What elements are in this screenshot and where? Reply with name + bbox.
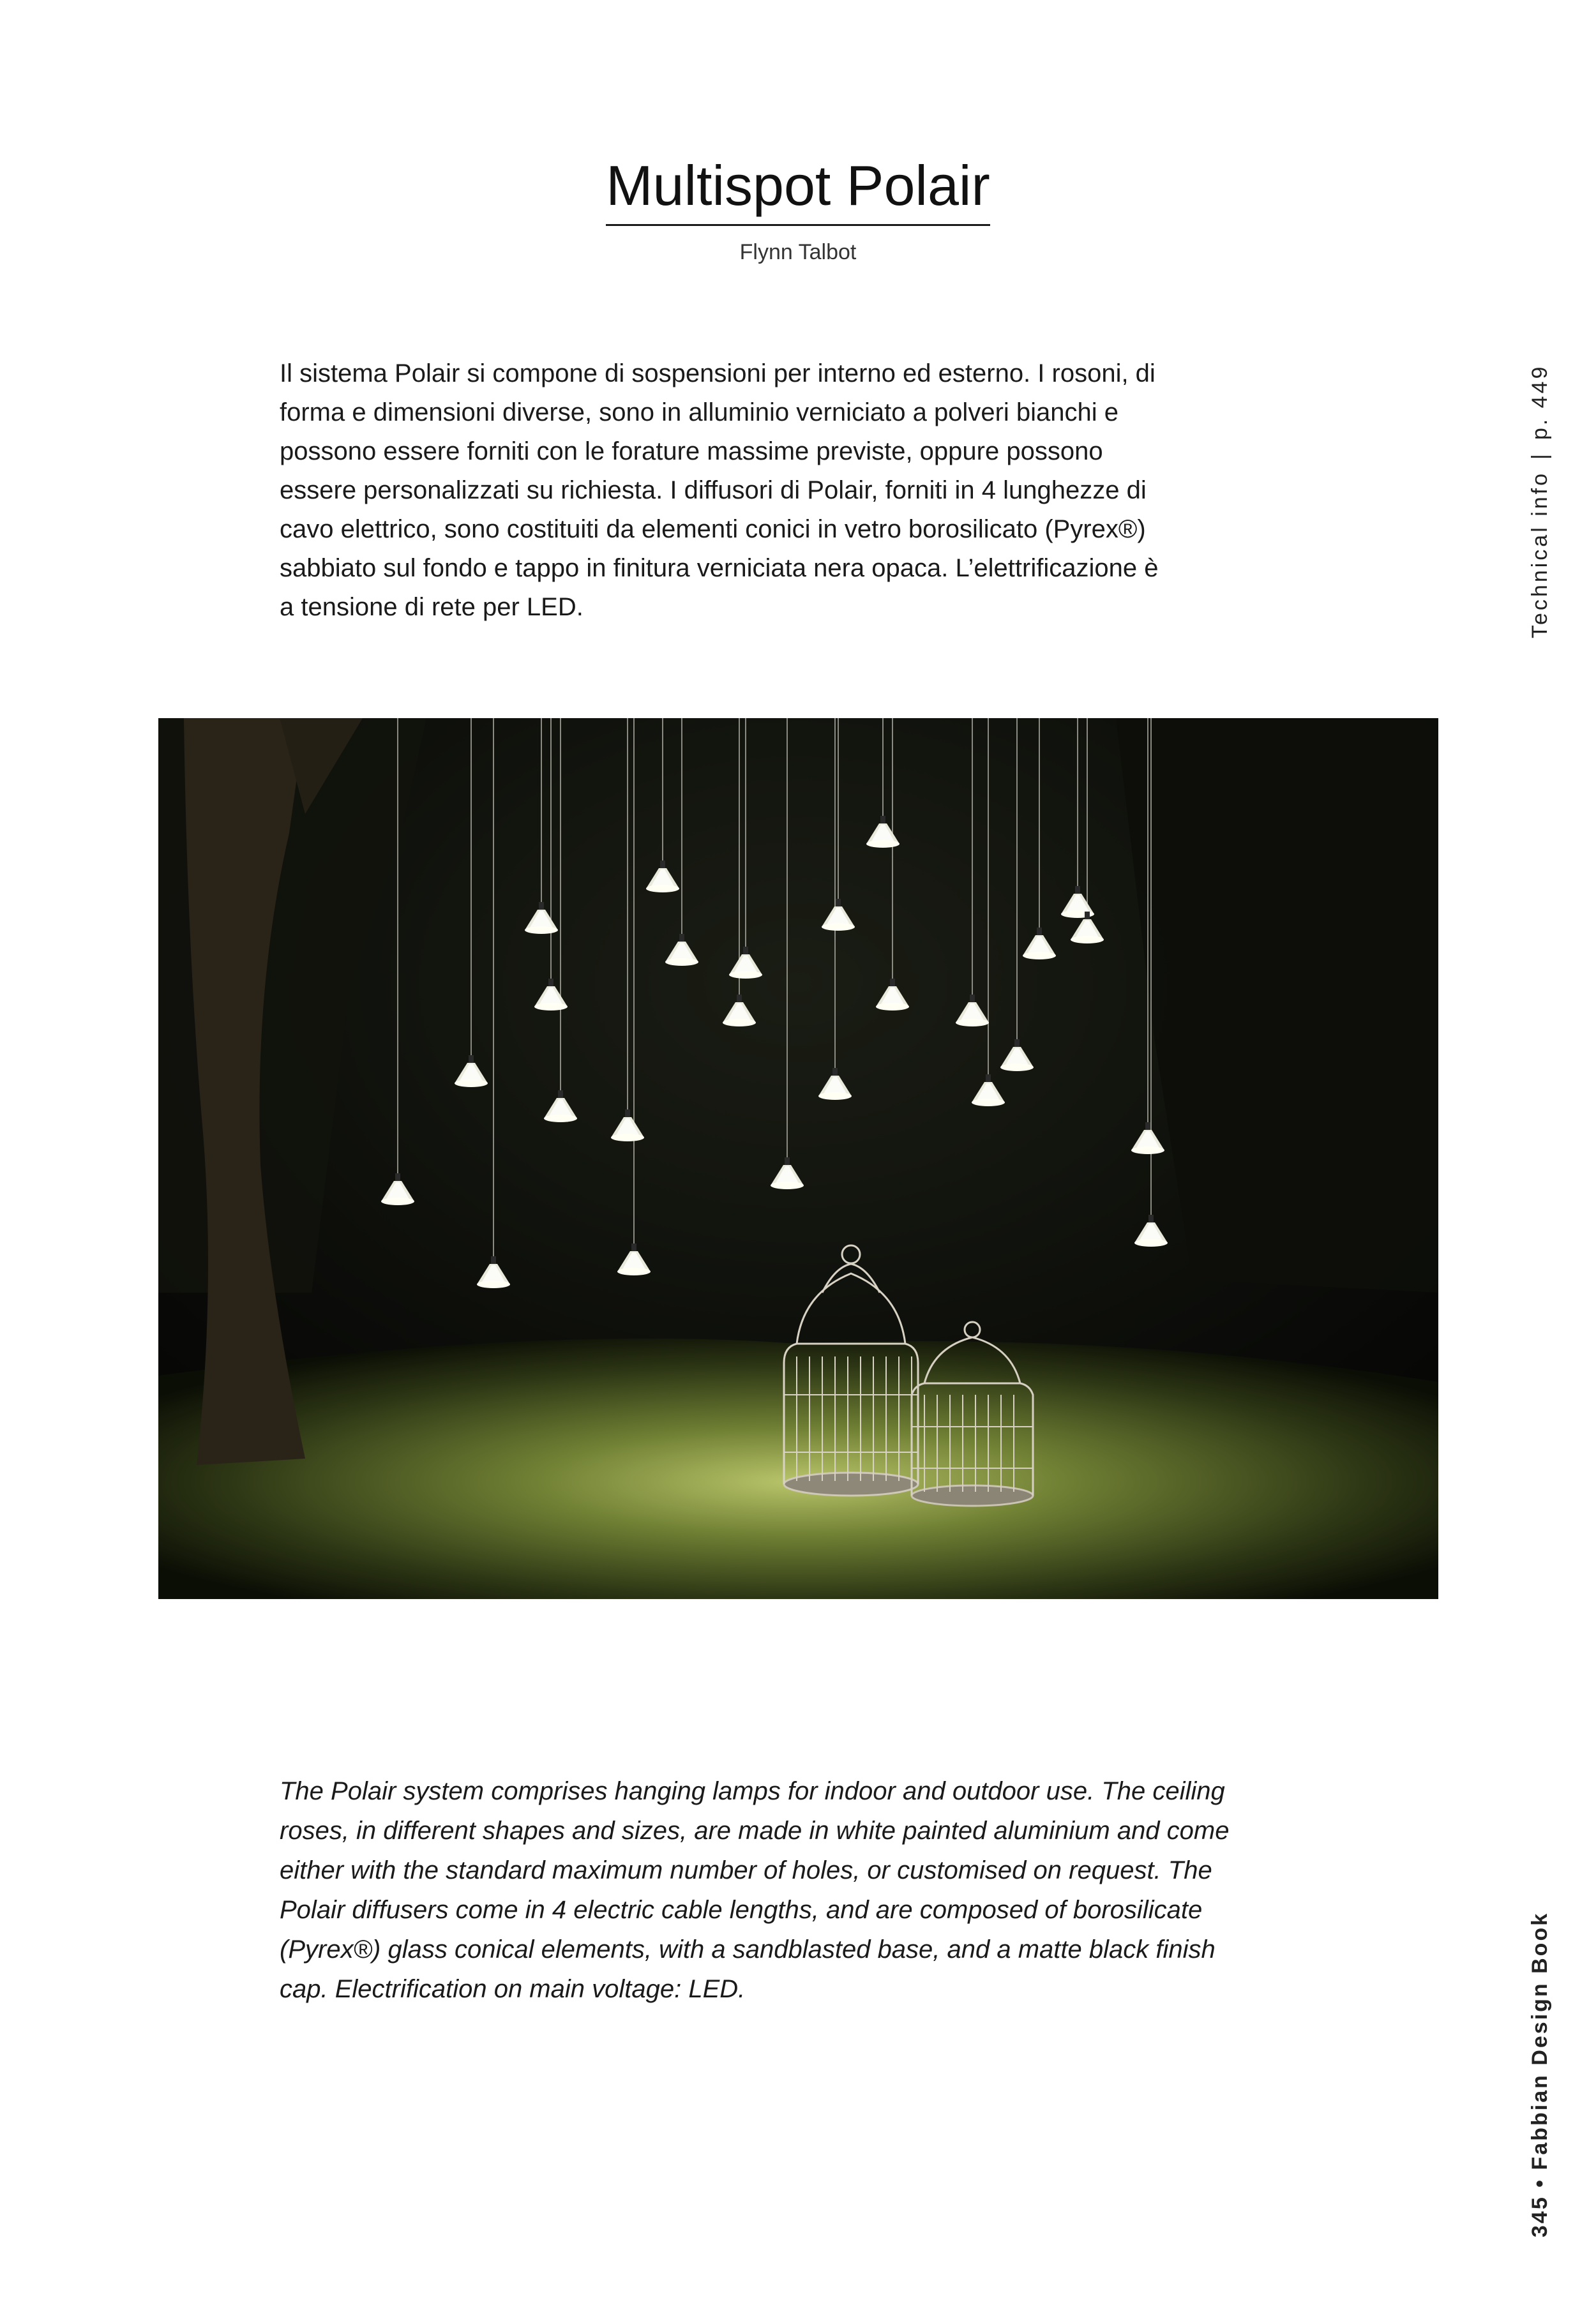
product-photo [158,718,1438,1599]
description-italian-text: Il sistema Polair si compone di sospensioni per interno ed esterno. I rosoni, di forma e dimensioni diverse, sono in alluminio verniciato a polveri bianchi e possono essere forniti con le forature massime previste, oppure possono essere personalizzati su richiesta. I diffusori di Polair, forniti in 4 lunghezze di cavo elettrico, sono costituiti da elementi conici in vetro borosilicato (Pyrex®) sabbiato sul fondo e tappo in finitura verniciata nera opaca. L’elettrificazione è a tensione di rete per LED. [280,359,1159,621]
description-english-text: The Polair system comprises hanging lamps for indoor and outdoor use. The ceiling roses, in different shapes and sizes, are made in white painted aluminium and come either with the standard maximum number of holes, or customised on request. The Polair diffusers come in 4 electric cable lengths, and are composed of borosilicate (Pyrex®) glass conical elements, with a sandblasted base, and a matte black finish cap. Electrification on main voltage: LED. [280,1777,1230,2003]
technical-info-label: Technical info [1528,470,1552,638]
technical-info-page: p. 449 [1528,364,1552,440]
title-block [0,153,1596,265]
designer-name: Flynn Talbot [739,240,857,265]
book-footer [1528,1912,1553,2237]
book-title: Fabbian Design Book [1528,1911,1552,2170]
page-title: Multispot Polair [606,153,990,226]
technical-info-reference [1528,364,1553,638]
page-number: 345 [1528,2195,1552,2237]
description-italian [280,354,1173,627]
bullet-separator: • [1528,2177,1552,2188]
description-english [280,1771,1237,2009]
grass-ground [158,1339,1438,1599]
photo-scene [158,718,1438,1599]
technical-info-separator: | [1528,451,1552,460]
